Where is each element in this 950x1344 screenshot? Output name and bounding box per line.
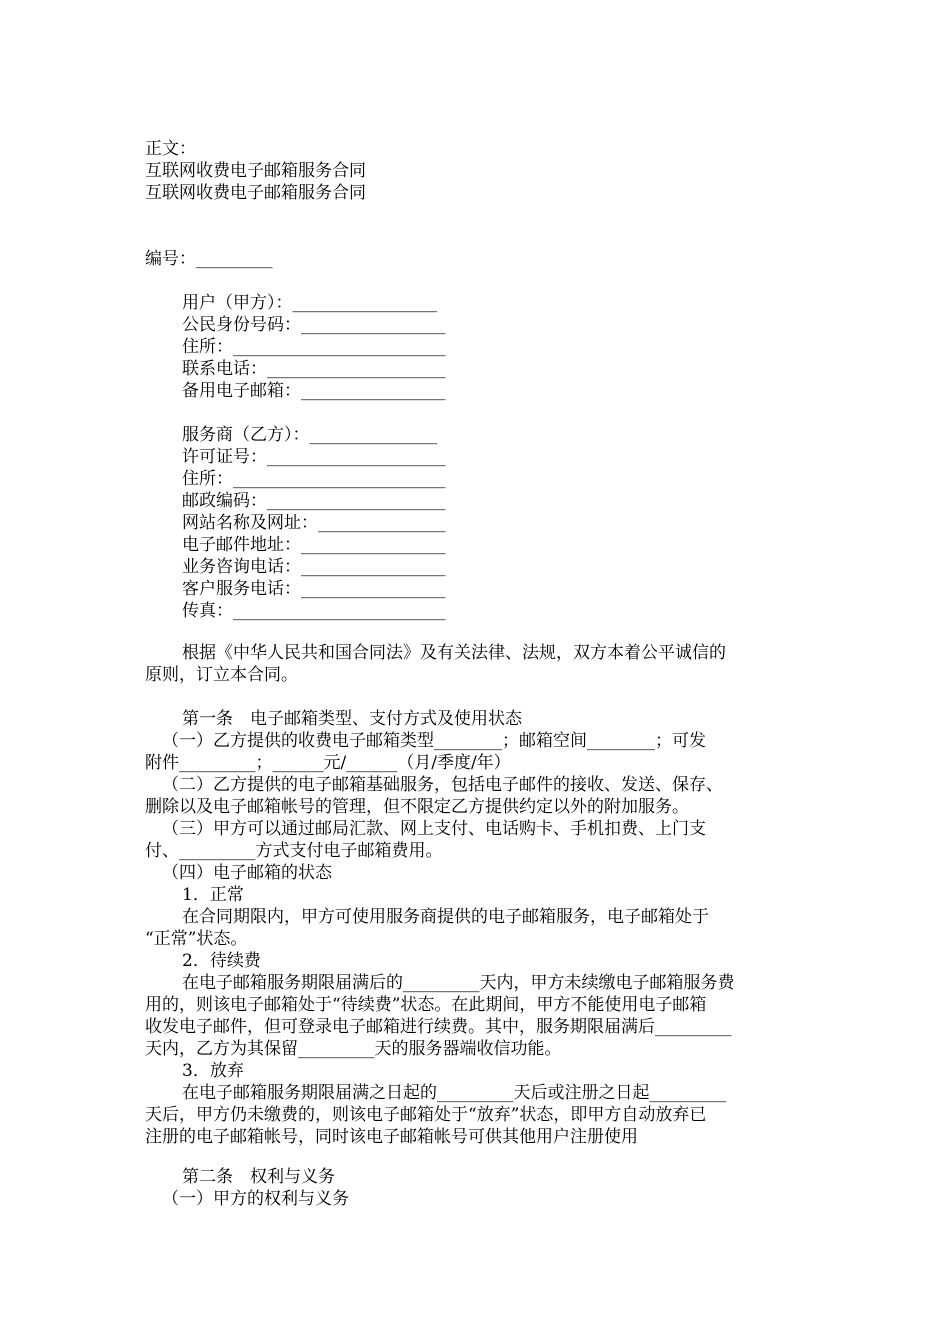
status-pending-title: 2．待续费: [182, 951, 261, 971]
clause-4-title: （四）电子邮箱的状态: [162, 863, 332, 883]
party-b-service-phone: 客户服务电话：_________________: [182, 579, 446, 599]
status-normal-line-2: “正常”状态。: [145, 929, 248, 949]
party-b-email: 电子邮件地址：_________________: [182, 535, 446, 555]
status-normal-line-1: 在合同期限内，甲方可使用服务商提供的电子邮箱服务，电子邮箱处于: [182, 907, 709, 927]
party-b-postcode: 邮政编码：_____________________: [182, 491, 446, 511]
party-a-phone: 联系电话：_____________________: [182, 359, 446, 379]
clause-3-line-2: 付、_________方式支付电子邮箱费用。: [145, 841, 443, 861]
party-b-address: 住所：_________________________: [182, 469, 446, 489]
clause-3-line-1: （三）甲方可以通过邮局汇款、网上支付、电话购卡、手机扣费、上门支: [162, 819, 706, 839]
status-pending-line-4: 天内，乙方为其保留_________天的服务器端收信功能。: [145, 1039, 562, 1059]
clause-1-line-1: （一）乙方提供的收费电子邮箱类型________；邮箱空间________；可发: [162, 731, 706, 751]
party-b-fax: 传真：_________________________: [182, 601, 446, 621]
status-normal-title: 1．正常: [182, 885, 244, 905]
status-abandon-line-2: 天后，甲方仍未缴费的，则该电子邮箱处于“放弃”状态，即甲方自动放弃已: [145, 1105, 707, 1125]
preamble-line-2: 原则，订立本合同。: [145, 665, 298, 685]
party-a-id-number: 公民身份号码：_________________: [182, 315, 446, 335]
preamble-line-1: 根据《中华人民共和国合同法》及有关法律、法规，双方本着公平诚信的: [182, 643, 726, 663]
status-abandon-line-1: 在电子邮箱服务期限届满之日起的_________天后或注册之日起_________: [182, 1083, 726, 1103]
status-pending-line-2: 用的，则该电子邮箱处于“待续费”状态。在此期间，甲方不能使用电子邮箱: [145, 995, 707, 1015]
party-a-backup-email: 备用电子邮箱：_________________: [182, 381, 446, 401]
party-b-inquiry-phone: 业务咨询电话：_________________: [182, 557, 446, 577]
article-2-clause-1-title: （一）甲方的权利与义务: [162, 1189, 349, 1209]
article-2-title: 第二条 权利与义务: [182, 1167, 335, 1187]
status-abandon-title: 3．放弃: [182, 1061, 244, 1081]
party-b-license: 许可证号：_____________________: [182, 447, 446, 467]
body-label: 正文：: [145, 139, 196, 159]
clause-2-line-1: （二）乙方提供的电子邮箱基础服务，包括电子邮件的接收、发送、保存、: [162, 775, 723, 795]
contract-title-repeat: 互联网收费电子邮箱服务合同: [145, 183, 366, 203]
article-1-title: 第一条 电子邮箱类型、支付方式及使用状态: [182, 709, 522, 729]
party-a-user: 用户（甲方）：_________________: [182, 293, 437, 313]
clause-2-line-2: 删除以及电子邮箱帐号的管理，但不限定乙方提供约定以外的附加服务。: [145, 797, 689, 817]
clause-1-line-2: 附件_________；______元/______（月/季度/年）: [145, 753, 511, 773]
party-b-provider: 服务商（乙方）：_______________: [182, 425, 437, 445]
status-pending-line-1: 在电子邮箱服务期限届满后的_________天内，甲方未续缴电子邮箱服务费: [182, 973, 735, 993]
party-a-address: 住所：_________________________: [182, 337, 446, 357]
party-b-website: 网站名称及网址：_______________: [182, 513, 446, 533]
contract-title: 互联网收费电子邮箱服务合同: [145, 161, 366, 181]
status-abandon-line-3: 注册的电子邮箱帐号，同时该电子邮箱帐号可供其他用户注册使用: [145, 1127, 638, 1147]
contract-number: 编号：_________: [145, 249, 273, 269]
status-pending-line-3: 收发电子邮件，但可登录电子邮箱进行续费。其中，服务期限届满后_________: [145, 1017, 732, 1037]
